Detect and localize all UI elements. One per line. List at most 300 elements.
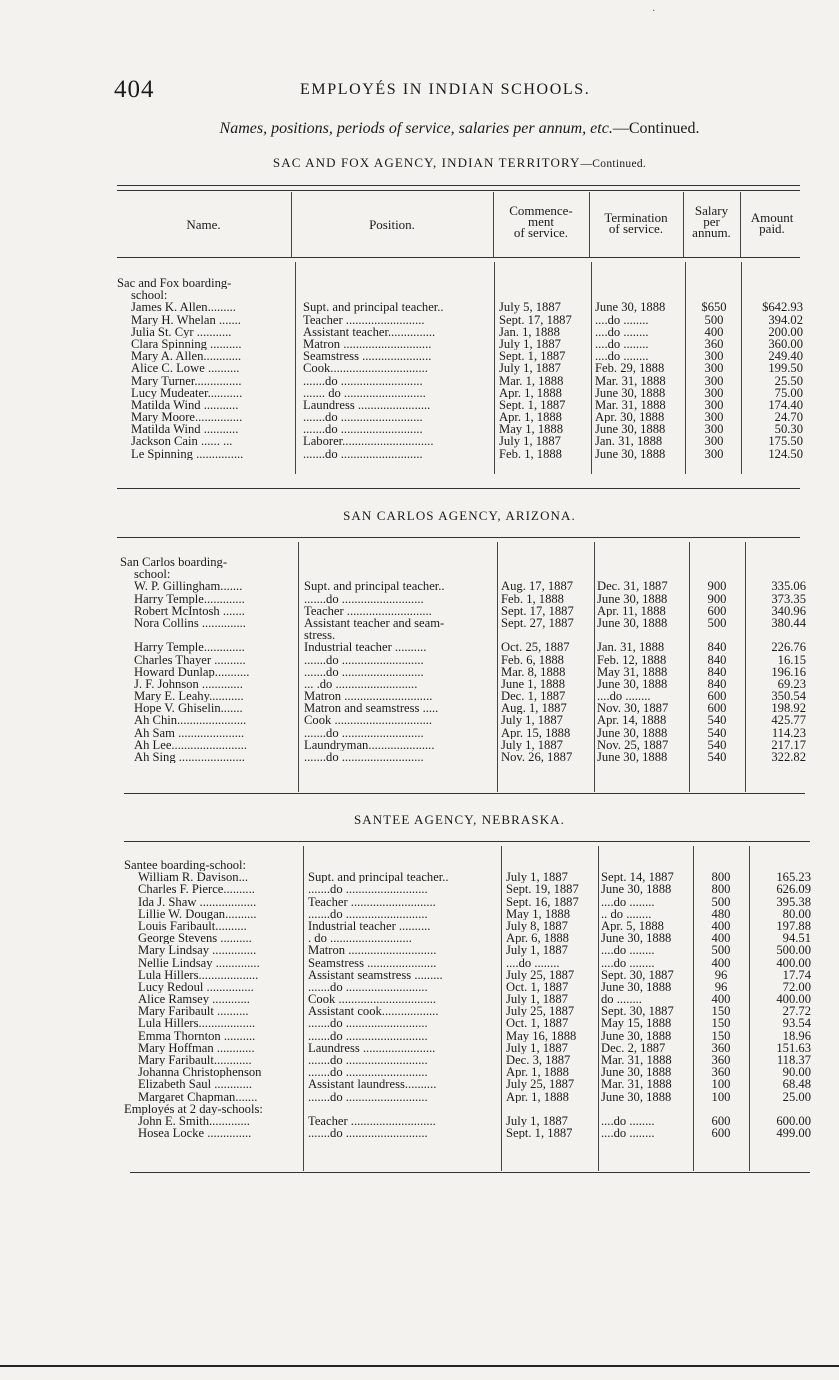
amount-paid: 24.70: [774, 411, 803, 424]
running-title: EMPLOYÉS IN INDIAN SCHOOLS.: [300, 81, 591, 98]
section-end-rule: [117, 488, 800, 489]
amount-paid: 124.50: [768, 447, 803, 460]
termination-date: .. do ........: [601, 907, 652, 920]
employee-position: Cook...............................: [303, 362, 428, 375]
salary-per-annum: 400: [711, 993, 731, 1006]
salary-per-annum: 800: [711, 883, 731, 896]
employee-name: John E. Smith.............: [138, 1114, 250, 1128]
termination-date: June 30, 1888: [601, 1066, 672, 1079]
commencement-date: Apr. 1, 1888: [499, 411, 562, 424]
employee-position: .......do ..........................: [303, 374, 423, 387]
section-heading-santee: [0, 812, 839, 828]
termination-date: Mar. 31, 1888: [601, 1078, 672, 1091]
commencement-date: Apr. 1, 1888: [506, 1090, 569, 1103]
employee-position: .......do ..........................: [308, 907, 428, 920]
employee-position: .......do ..........................: [304, 726, 424, 739]
header-bottom-rule: [117, 257, 800, 258]
amount-paid: 350.54: [771, 690, 806, 703]
commencement-date: Sept. 27, 1887: [501, 616, 574, 630]
amount-paid: 249.40: [768, 350, 803, 363]
employee-name: Matilda Wind ...........: [131, 423, 239, 436]
column-divider: [591, 262, 592, 474]
employee-name: Sac and Fox boarding-: [117, 277, 232, 290]
salary-per-annum: 600: [707, 690, 727, 703]
amount-paid: 25.00: [782, 1090, 811, 1103]
employee-position: .......do ..........................: [303, 411, 423, 424]
employee-name: Mary Faribault ..........: [138, 1005, 249, 1018]
employee-name: Mary Faribault............: [138, 1054, 252, 1067]
header-divider: [589, 192, 590, 257]
employee-name: Lillie W. Dougan..........: [138, 907, 257, 920]
employee-name: Emma Thornton ..........: [138, 1029, 256, 1042]
employee-position: Teacher .........................: [303, 313, 425, 326]
salary-per-annum: 500: [704, 313, 724, 326]
amount-paid: 25.50: [774, 374, 803, 387]
employee-position: Matron ............................: [308, 944, 437, 957]
salary-per-annum: 480: [711, 907, 731, 920]
column-divider: [295, 262, 296, 474]
commencement-date: Oct. 1, 1887: [506, 980, 569, 994]
commencement-date: July 1, 1887: [506, 993, 568, 1006]
salary-per-annum: 540: [707, 751, 727, 764]
commencement-date: Sept. 17, 1887: [501, 604, 574, 617]
employee-name: Le Spinning ...............: [131, 447, 244, 460]
section-heading-text: SAC AND FOX AGENCY, INDIAN TERRITORY: [272, 155, 581, 170]
termination-date: June 30, 1888: [595, 447, 666, 460]
table-end-rule: [130, 1172, 810, 1173]
employee-position: .......do ..........................: [308, 1066, 428, 1079]
employee-position: Matron and seamstress .....: [304, 702, 439, 715]
amount-paid: 69.23: [777, 677, 806, 691]
amount-line-1: Amount: [750, 210, 794, 225]
employee-name: Mary Hoffman ............: [138, 1041, 255, 1055]
employee-position: Assistant teacher and seam-: [304, 616, 445, 630]
salary-per-annum: 500: [711, 944, 731, 957]
commencement-date: July 5, 1887: [499, 301, 561, 314]
commencement-date: Apr. 1, 1888: [506, 1066, 569, 1079]
salary-per-annum: 360: [711, 1066, 731, 1079]
amount-paid: 200.00: [768, 325, 803, 338]
column-divider: [501, 846, 502, 1171]
termination-date: Mar. 31, 1888: [595, 374, 666, 387]
employee-name: W. P. Gillingham.......: [134, 580, 243, 593]
termination-date: ....do ........: [595, 350, 649, 363]
employee-position: Teacher ...........................: [308, 895, 436, 908]
amount-paid: 600.00: [776, 1114, 811, 1128]
amount-paid: 16.15: [777, 653, 806, 666]
employee-position: .......do ..........................: [303, 447, 423, 460]
section-top-rule: [124, 841, 810, 842]
page-number: 404: [114, 76, 155, 103]
termination-date: Apr. 30, 1888: [595, 411, 665, 424]
termination-date: ....do ........: [595, 313, 649, 326]
employee-position: Seamstress ......................: [308, 956, 437, 969]
column-divider: [303, 846, 304, 1171]
termination-date: Dec. 2, 1887: [601, 1041, 666, 1055]
employee-name: Charles Thayer ..........: [134, 653, 246, 666]
termination-date: June 30, 1888: [595, 301, 666, 314]
employee-name: Mary Lindsay ..............: [138, 944, 257, 957]
salary-per-annum: 600: [711, 1114, 731, 1128]
commencement-date: May 1, 1888: [506, 907, 571, 920]
subtitle-italic: Names, positions, periods of service, salaries per annum, etc.: [219, 120, 613, 137]
employee-position: .......do ..........................: [303, 423, 423, 436]
termination-date: May 31, 1888: [597, 665, 668, 678]
amount-paid: 93.54: [782, 1017, 811, 1030]
commencement-date: Oct. 25, 1887: [501, 641, 570, 654]
employee-position: Cook ...............................: [304, 714, 433, 727]
termination-date: June 30, 1888: [597, 616, 668, 630]
termination-date: May 15, 1888: [601, 1017, 672, 1030]
salary-per-annum: 900: [707, 580, 727, 593]
amount-paid: 90.00: [782, 1066, 811, 1079]
salary-line-2: per: [703, 214, 720, 229]
employee-position: Industrial teacher ..........: [304, 641, 427, 654]
column-divider: [298, 542, 299, 792]
termination-date: June 30, 1888: [601, 883, 672, 896]
salary-per-annum: 840: [707, 641, 727, 654]
amount-paid: $642.93: [762, 301, 803, 314]
employee-name: Lula Hillers..................: [138, 1017, 256, 1030]
amount-paid: 198.92: [771, 702, 806, 715]
column-divider: [749, 846, 750, 1171]
employee-name: Hope V. Ghiselin.......: [134, 702, 243, 715]
salary-per-annum: 100: [711, 1078, 731, 1091]
employee-position: Laundryman.....................: [304, 738, 435, 752]
salary-per-annum: 300: [704, 435, 724, 448]
amount-paid: 197.88: [776, 919, 811, 933]
employee-name: Nellie Lindsay ..............: [138, 956, 260, 969]
commencement-date: July 1, 1887: [499, 337, 561, 351]
termination-date: ....do ........: [601, 1114, 655, 1128]
termination-date: Sept. 30, 1887: [601, 968, 674, 981]
commencement-line-3: of service.: [513, 225, 569, 240]
salary-per-annum: 600: [711, 1127, 731, 1140]
termination-date: June 30, 1888: [597, 592, 668, 605]
termination-date: Sept. 30, 1887: [601, 1005, 674, 1018]
employee-position: . do ..........................: [308, 932, 412, 945]
commencement-date: Sept. 19, 1887: [506, 883, 579, 896]
salary-per-annum: 400: [711, 932, 731, 945]
salary-per-annum: 300: [704, 398, 724, 412]
termination-date: June 30, 1888: [601, 932, 672, 945]
salary-per-annum: 600: [707, 604, 727, 617]
employee-name: San Carlos boarding-: [120, 556, 228, 569]
amount-paid: 425.77: [771, 714, 806, 727]
amount-paid: 118.37: [776, 1054, 811, 1067]
employee-position: Assistant seamstress .........: [308, 968, 443, 981]
employee-position: Seamstress ......................: [303, 350, 432, 363]
employee-name: Mary E. Leahy...........: [134, 690, 244, 703]
employee-name: Harry Temple.............: [134, 641, 245, 654]
employee-position: ....... do ..........................: [303, 386, 426, 399]
employee-name: Ah Sam .....................: [134, 726, 245, 739]
commencement-date: Aug. 17, 1887: [501, 580, 574, 593]
termination-date: June 30, 1888: [595, 386, 666, 399]
amount-paid: 400.00: [776, 993, 811, 1006]
amount-paid: 626.09: [776, 883, 811, 896]
salary-per-annum: 96: [714, 968, 728, 981]
salary-per-annum: 300: [704, 411, 724, 424]
column-header-termination: [590, 212, 682, 234]
salary-per-annum: 150: [711, 1005, 731, 1018]
column-header-name: Name.: [186, 217, 221, 232]
commencement-date: Aug. 1, 1887: [501, 702, 567, 715]
amount-paid: 72.00: [782, 980, 811, 994]
employee-name: Mary A. Allen............: [131, 350, 242, 363]
termination-date: June 30, 1888: [595, 423, 666, 436]
employee-name: Hosea Locke ..............: [138, 1127, 252, 1140]
employee-name: Lula Hillers...................: [138, 968, 259, 981]
amount-paid: 499.00: [776, 1127, 811, 1140]
amount-paid: 322.82: [771, 751, 806, 764]
salary-per-annum: 840: [707, 677, 727, 691]
commencement-date: July 25, 1887: [506, 1078, 575, 1091]
employee-position: Laundress .......................: [308, 1041, 436, 1055]
employee-position: Teacher ...........................: [304, 604, 432, 617]
section-heading-text: SAN CARLOS AGENCY, ARIZONA.: [343, 508, 576, 523]
commencement-date: May 16, 1888: [506, 1029, 577, 1042]
employee-name: George Stevens ..........: [138, 932, 252, 945]
termination-date: do ........: [601, 993, 642, 1006]
column-divider: [594, 542, 595, 792]
amount-paid: 340.96: [771, 604, 806, 617]
employee-position: Assistant cook..................: [308, 1005, 439, 1018]
column-header-commencement: [494, 205, 588, 238]
employee-position: Laborer.............................: [303, 435, 434, 448]
amount-paid: 373.35: [771, 592, 806, 605]
commencement-date: Nov. 26, 1887: [501, 751, 573, 764]
employee-position: Laundress .......................: [303, 398, 431, 412]
termination-date: Mar. 31, 1888: [601, 1054, 672, 1067]
salary-per-annum: 500: [711, 895, 731, 908]
employee-name: Employés at 2 day-schools:: [124, 1102, 263, 1115]
commencement-date: May 1, 1888: [499, 423, 564, 436]
employee-name: Louis Faribault..........: [138, 919, 247, 933]
employee-name: Santee boarding-school:: [124, 859, 247, 872]
employee-position: ... .do ..........................: [304, 677, 418, 691]
commencement-date: Apr. 6, 1888: [506, 932, 569, 945]
commencement-date: July 25, 1887: [506, 968, 575, 981]
amount-paid: 394.02: [768, 313, 803, 326]
header-divider: [740, 192, 741, 257]
employee-name: Robert McIntosh .......: [134, 604, 245, 617]
termination-date: Dec. 31, 1887: [597, 580, 668, 593]
termination-date: ....do ........: [601, 1127, 655, 1140]
salary-per-annum: 300: [704, 423, 724, 436]
salary-per-annum: 300: [704, 386, 724, 399]
employee-position: .......do ..........................: [308, 1127, 428, 1140]
commencement-date: Mar. 8, 1888: [501, 665, 566, 678]
amount-paid: 217.17: [771, 738, 806, 752]
commencement-date: July 8, 1887: [506, 919, 568, 933]
termination-date: Jan. 31, 1888: [595, 435, 663, 448]
commencement-date: July 1, 1887: [501, 714, 563, 727]
employee-name: Ah Sing .....................: [134, 751, 245, 764]
header-divider: [683, 192, 684, 257]
column-divider: [745, 542, 746, 792]
amount-paid: 500.00: [776, 944, 811, 957]
termination-line-1: Termination: [604, 210, 668, 225]
amount-paid: 151.63: [776, 1041, 811, 1055]
salary-per-annum: 300: [704, 350, 724, 363]
employee-position: .......do ..........................: [304, 665, 424, 678]
amount-paid: 400.00: [776, 956, 811, 969]
commencement-date: Oct. 1, 1887: [506, 1017, 569, 1030]
employee-position: Supt. and principal teacher..: [303, 301, 444, 314]
commencement-date: Feb. 1, 1888: [499, 447, 562, 460]
page-bottom-edge: [0, 1365, 839, 1367]
employee-position: Teacher ...........................: [308, 1114, 436, 1128]
commencement-line-1: Commence-: [509, 203, 573, 218]
salary-per-annum: 300: [704, 447, 724, 460]
amount-paid: 380.44: [771, 616, 806, 630]
commencement-date: July 1, 1887: [506, 1114, 568, 1128]
salary-per-annum: 540: [707, 714, 727, 727]
commencement-date: July 1, 1887: [506, 1041, 568, 1055]
salary-per-annum: 500: [707, 616, 727, 630]
employee-name: Nora Collins ..............: [134, 616, 246, 630]
employee-position: Assistant laundress..........: [308, 1078, 437, 1091]
table-top-rule: [117, 185, 800, 186]
salary-per-annum: 900: [707, 592, 727, 605]
salary-per-annum: 300: [704, 362, 724, 375]
termination-date: ....do ........: [601, 895, 655, 908]
salary-per-annum: 540: [707, 726, 727, 739]
commencement-date: Sept. 1, 1887: [499, 398, 566, 412]
employee-name: Charles F. Pierce..........: [138, 883, 255, 896]
employee-position: Assistant teacher...............: [303, 325, 436, 338]
employee-name: Matilda Wind ...........: [131, 398, 239, 412]
termination-date: June 30, 1888: [601, 980, 672, 994]
employee-name: Johanna Christophenson: [138, 1066, 262, 1079]
employee-name: Lucy Redoul ...............: [138, 980, 254, 994]
employee-name: Ah Chin......................: [134, 714, 247, 727]
employee-name: Clara Spinning ..........: [131, 337, 242, 351]
subtitle-continued: —Continued.: [612, 120, 700, 137]
commencement-date: Apr. 15, 1888: [501, 726, 571, 739]
salary-per-annum: 360: [704, 337, 724, 351]
commencement-date: July 1, 1887: [501, 738, 563, 752]
termination-date: June 30, 1888: [597, 726, 668, 739]
salary-line-3: annum.: [692, 225, 731, 240]
salary-per-annum: 840: [707, 653, 727, 666]
salary-per-annum: 800: [711, 871, 731, 884]
employee-position: stress.: [304, 629, 336, 642]
employee-name: school:: [134, 568, 171, 581]
termination-date: Feb. 12, 1888: [597, 653, 667, 666]
header-divider: [493, 192, 494, 257]
header-divider: [291, 192, 292, 257]
termination-date: ....do ........: [601, 956, 655, 969]
employee-position: .......do ..........................: [308, 1090, 428, 1103]
salary-per-annum: 96: [714, 980, 728, 994]
employee-position: Supt. and principal teacher..: [308, 871, 449, 884]
amount-paid: 395.38: [776, 895, 811, 908]
amount-paid: 50.30: [774, 423, 803, 436]
employee-name: Julia St. Cyr ...........: [131, 325, 232, 338]
salary-line-1: Salary: [694, 203, 729, 218]
employee-position: .......do ..........................: [304, 653, 424, 666]
salary-per-annum: 300: [704, 374, 724, 387]
amount-paid: 17.74: [782, 968, 811, 981]
termination-date: ....do ........: [601, 944, 655, 957]
termination-date: Nov. 30, 1887: [597, 702, 669, 715]
amount-paid: 165.23: [776, 871, 811, 884]
amount-paid: 94.51: [782, 932, 811, 945]
amount-paid: 175.50: [768, 435, 803, 448]
termination-date: Apr. 14, 1888: [597, 714, 667, 727]
termination-date: June 30, 1888: [597, 677, 668, 691]
employee-name: Alice Ramsey ............: [138, 993, 250, 1006]
amount-paid: 80.00: [782, 907, 811, 920]
salary-per-annum: $650: [701, 301, 727, 314]
amount-paid: 226.76: [771, 641, 806, 654]
termination-date: ....do ........: [597, 690, 651, 703]
commencement-date: Sept. 17, 1887: [499, 313, 572, 326]
salary-per-annum: 540: [707, 738, 727, 752]
column-header-salary: [684, 205, 739, 238]
salary-per-annum: 150: [711, 1029, 731, 1042]
table-subtitle: [0, 120, 839, 138]
employee-position: Cook ...............................: [308, 993, 437, 1006]
section-heading-sac-fox: [0, 155, 839, 171]
salary-per-annum: 360: [711, 1041, 731, 1055]
salary-per-annum: 100: [711, 1090, 731, 1103]
termination-date: ....do ........: [595, 325, 649, 338]
employee-position: Matron ............................: [303, 337, 432, 351]
termination-date: June 30, 1888: [597, 751, 668, 764]
termination-date: Jan. 31, 1888: [597, 641, 665, 654]
employee-position: Matron ............................: [304, 690, 433, 703]
employee-name: school:: [131, 289, 168, 302]
employee-position: .......do ..........................: [308, 883, 428, 896]
commencement-date: June 1, 1888: [501, 677, 566, 691]
termination-date: June 30, 1888: [601, 1090, 672, 1103]
salary-per-annum: 400: [704, 325, 724, 338]
section-heading-san-carlos: [0, 508, 839, 524]
termination-date: June 30, 1888: [601, 1029, 672, 1042]
employee-name: Jackson Cain ...... ...: [131, 435, 233, 448]
termination-date: ....do ........: [595, 337, 649, 351]
salary-per-annum: 400: [711, 919, 731, 933]
commencement-date: Feb. 1, 1888: [501, 592, 564, 605]
commencement-line-2: ment: [528, 214, 554, 229]
employee-name: Ah Lee........................: [134, 738, 247, 752]
scan-mark: ·: [652, 6, 656, 17]
commencement-date: July 1, 1887: [506, 944, 568, 957]
column-divider: [497, 542, 498, 792]
commencement-date: Dec. 3, 1887: [506, 1054, 571, 1067]
column-header-amount: [741, 212, 803, 234]
amount-paid: 18.96: [782, 1029, 811, 1042]
column-divider: [598, 846, 599, 1171]
section-heading-suffix: —Continued.: [580, 158, 647, 170]
termination-date: Feb. 29, 1888: [595, 362, 665, 375]
section-heading-text: SANTEE AGENCY, NEBRASKA.: [353, 812, 566, 827]
salary-per-annum: 360: [711, 1054, 731, 1067]
commencement-date: July 1, 1887: [506, 871, 568, 884]
employee-position: .......do ..........................: [308, 980, 428, 994]
termination-date: Nov. 25, 1887: [597, 738, 669, 752]
employee-position: Industrial teacher ..........: [308, 919, 431, 933]
table-top-rule-double: [117, 190, 800, 191]
employee-name: James K. Allen.........: [131, 301, 236, 314]
employee-position: .......do ..........................: [308, 1017, 428, 1030]
termination-date: Mar. 31, 1888: [595, 398, 666, 412]
employee-position: Supt. and principal teacher..: [304, 580, 445, 593]
commencement-date: Sept. 16, 1887: [506, 895, 579, 908]
